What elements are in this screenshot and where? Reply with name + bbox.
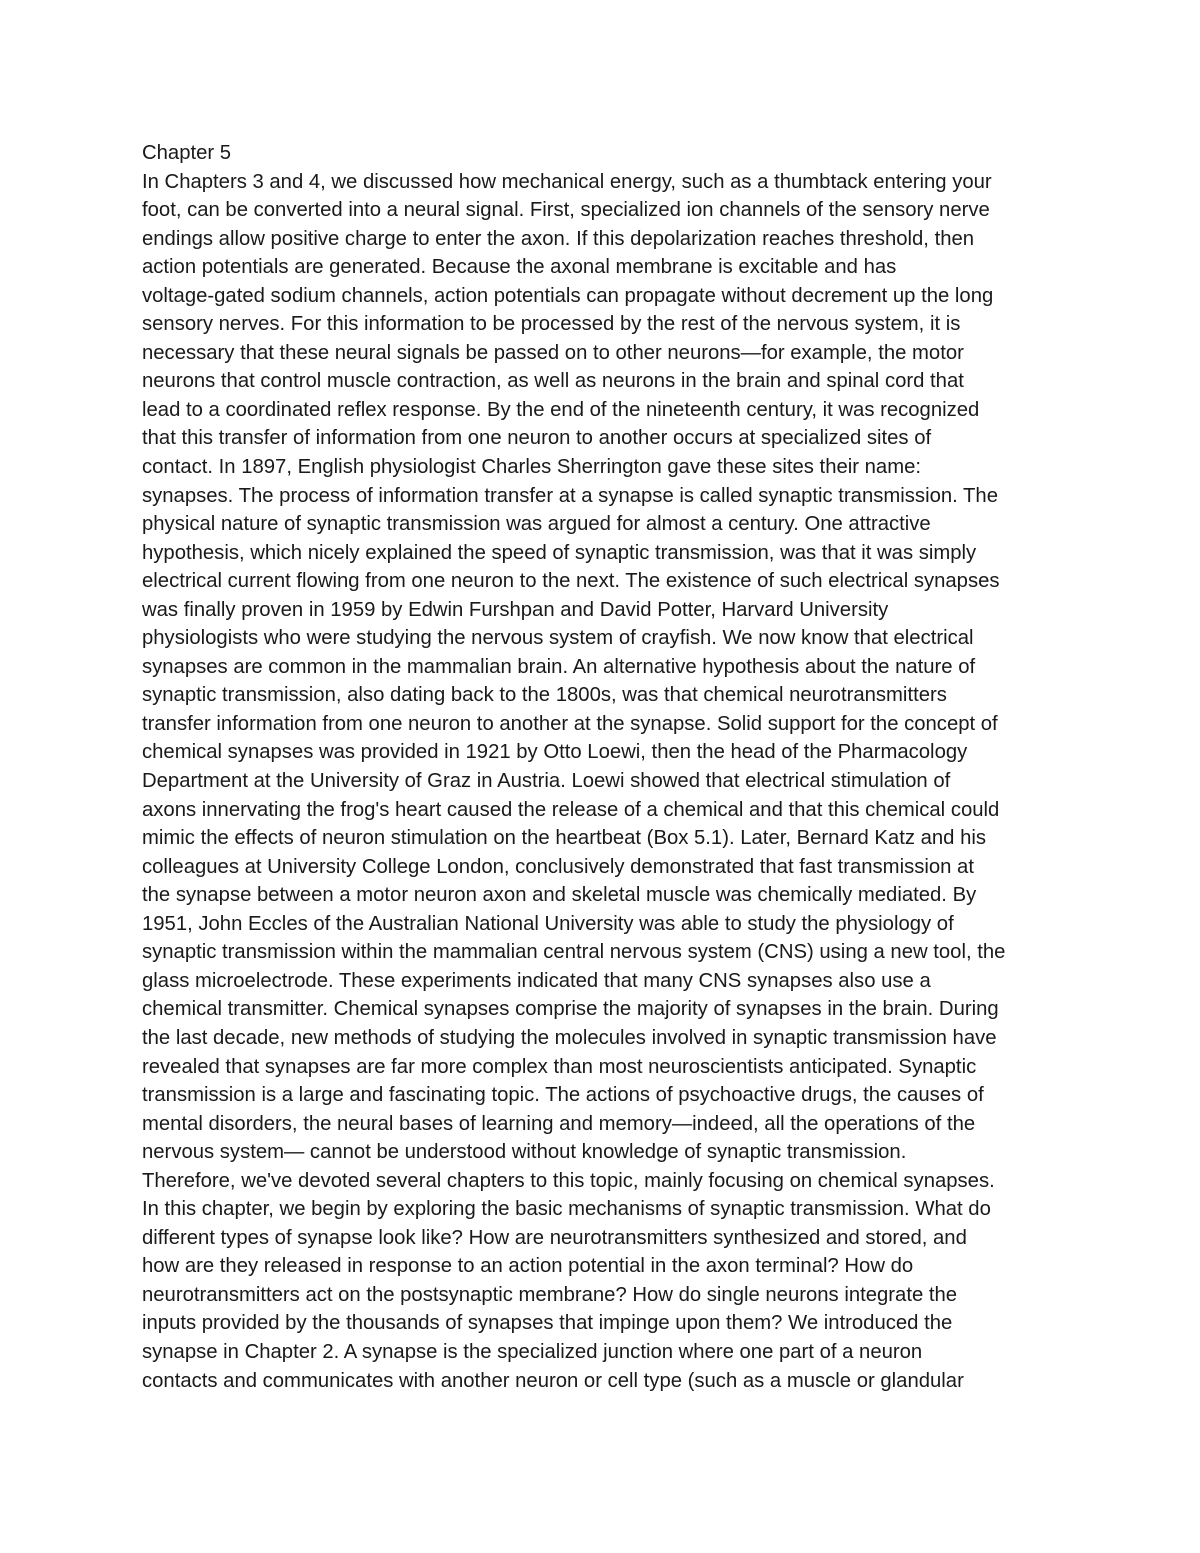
- text-line: action potentials are generated. Because the axonal membrane is excitable and has: [142, 256, 897, 279]
- text-line: endings allow positive charge to enter the axon. If this depolarization reaches threshold, then: [142, 227, 975, 250]
- text-line: inputs provided by the thousands of synapses that impinge upon them? We introduced the: [142, 1312, 953, 1335]
- text-line: mimic the effects of neuron stimulation on the heartbeat (Box 5.1). Later, Bernard Katz and his: [142, 827, 987, 850]
- text-line: voltage-gated sodium channels, action potentials can propagate without decrement up the long: [142, 284, 994, 307]
- text-line: foot, can be converted into a neural signal. First, specialized ion channels of the sensory nerve: [142, 199, 990, 222]
- document-text: [142, 139, 1082, 1395]
- text-line: synapses. The process of information transfer at a synapse is called synaptic transmission. The: [142, 484, 998, 507]
- text-line: was finally proven in 1959 by Edwin Furshpan and David Potter, Harvard University: [142, 598, 889, 621]
- text-line: In this chapter, we begin by exploring the basic mechanisms of synaptic transmission. What do: [142, 1198, 991, 1221]
- text-line: contact. In 1897, English physiologist Charles Sherrington gave these sites their name:: [142, 456, 922, 479]
- text-line: necessary that these neural signals be passed on to other neurons—for example, the motor: [142, 341, 964, 364]
- text-line: physiologists who were studying the nervous system of crayfish. We now know that electrical: [142, 627, 974, 650]
- text-line: neurons that control muscle contraction, as well as neurons in the brain and spinal cord that: [142, 370, 964, 393]
- text-line: transmission is a large and fascinating topic. The actions of psychoactive drugs, the causes of: [142, 1084, 984, 1107]
- text-line: synapse in Chapter 2. A synapse is the specialized junction where one part of a neuron: [142, 1340, 923, 1363]
- text-line: electrical current flowing from one neuron to the next. The existence of such electrical synapses: [142, 570, 1000, 593]
- text-line: hypothesis, which nicely explained the speed of synaptic transmission, was that it was simply: [142, 541, 977, 564]
- text-line: colleagues at University College London, conclusively demonstrated that fast transmission at: [142, 855, 974, 878]
- text-line: lead to a coordinated reflex response. By the end of the nineteenth century, it was recognized: [142, 398, 980, 421]
- text-line: transfer information from one neuron to another at the synapse. Solid support for the concept of: [142, 712, 998, 735]
- text-line: chemical synapses was provided in 1921 by Otto Loewi, then the head of the Pharmacology: [142, 741, 968, 764]
- text-line: nervous system— cannot be understood without knowledge of synaptic transmission.: [142, 1141, 907, 1164]
- text-line: the synapse between a motor neuron axon and skeletal muscle was chemically mediated. By: [142, 884, 977, 907]
- chapter-heading: Chapter 5: [142, 142, 232, 164]
- text-line: chemical transmitter. Chemical synapses comprise the majority of synapses in the brain. During: [142, 998, 999, 1021]
- text-line: 1951, John Eccles of the Australian National University was able to study the physiology of: [142, 912, 954, 935]
- text-line: the last decade, new methods of studying the molecules involved in synaptic transmission have: [142, 1026, 997, 1049]
- text-line: synaptic transmission within the mammalian central nervous system (CNS) using a new tool, the: [142, 941, 1006, 964]
- text-line: neurotransmitters act on the postsynaptic membrane? How do single neurons integrate the: [142, 1283, 958, 1306]
- text-line: Therefore, we've devoted several chapters to this topic, mainly focusing on chemical synapses.: [142, 1169, 995, 1192]
- text-line: physical nature of synaptic transmission was argued for almost a century. One attractive: [142, 513, 931, 536]
- text-line: revealed that synapses are far more complex than most neuroscientists anticipated. Synaptic: [142, 1055, 977, 1078]
- text-line: different types of synapse look like? How are neurotransmitters synthesized and stored, and: [142, 1226, 967, 1249]
- text-line: synapses are common in the mammalian brain. An alternative hypothesis about the nature of: [142, 655, 976, 678]
- text-line: mental disorders, the neural bases of learning and memory—indeed, all the operations of the: [142, 1112, 976, 1135]
- text-line: how are they released in response to an action potential in the axon terminal? How do: [142, 1255, 914, 1278]
- text-line: sensory nerves. For this information to be processed by the rest of the nervous system, it is: [142, 313, 961, 336]
- text-line: glass microelectrode. These experiments indicated that many CNS synapses also use a: [142, 969, 931, 992]
- text-line: In Chapters 3 and 4, we discussed how mechanical energy, such as a thumbtack entering your: [142, 170, 992, 193]
- text-line: axons innervating the frog's heart caused the release of a chemical and that this chemical could: [142, 798, 1000, 821]
- text-line: contacts and communicates with another neuron or cell type (such as a muscle or glandular: [142, 1369, 964, 1392]
- text-line: synaptic transmission, also dating back to the 1800s, was that chemical neurotransmitters: [142, 684, 947, 707]
- text-line: Department at the University of Graz in Austria. Loewi showed that electrical stimulation of: [142, 770, 951, 793]
- text-line: that this transfer of information from one neuron to another occurs at specialized sites of: [142, 427, 932, 450]
